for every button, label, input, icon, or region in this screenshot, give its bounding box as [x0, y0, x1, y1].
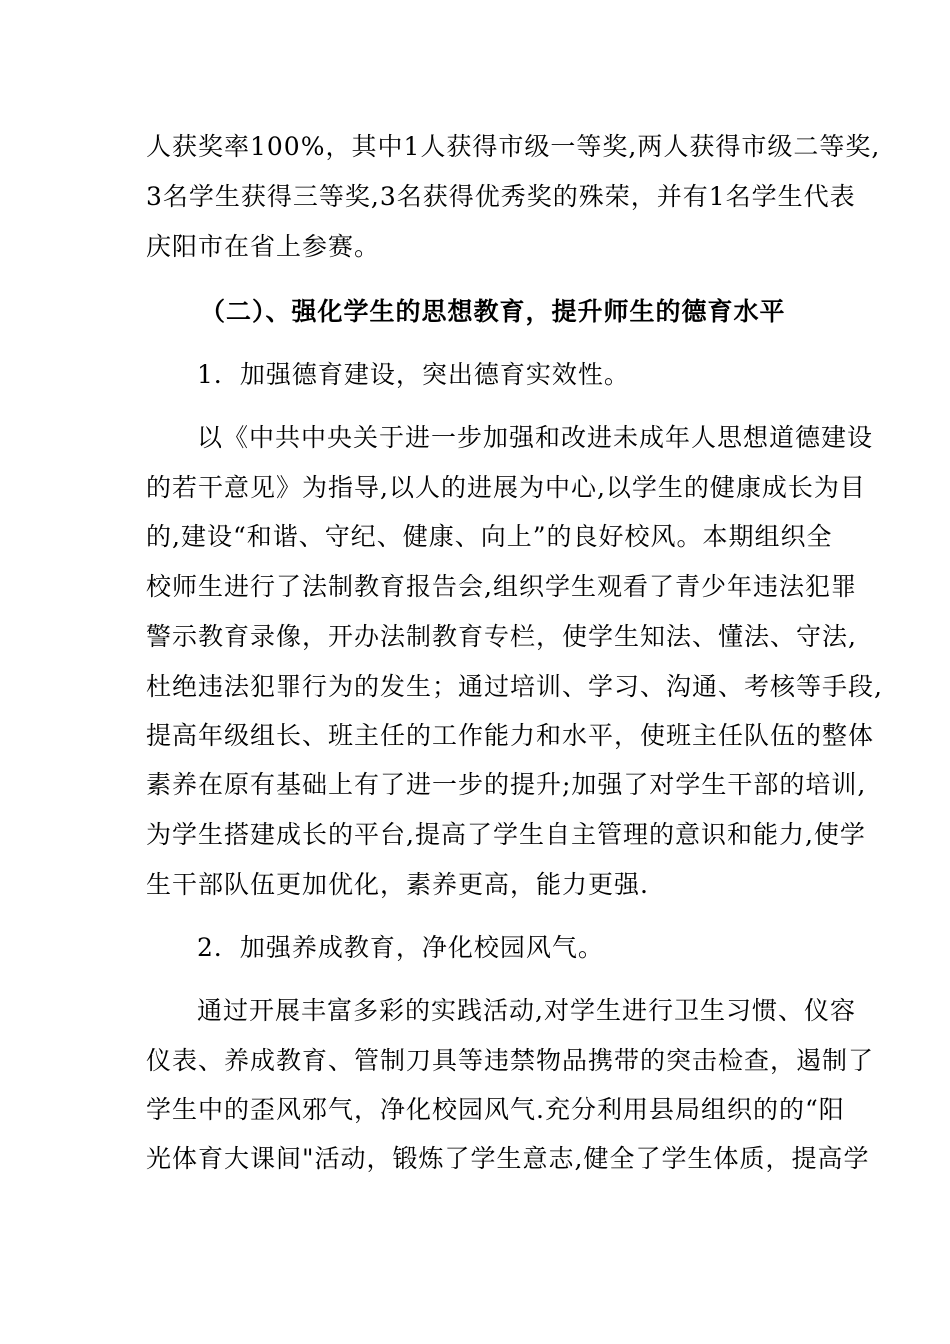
- paragraph-line: 人获奖率100%，其中1人获得市级一等奖,两人获得市级二等奖,: [146, 132, 881, 161]
- subsection-heading: 2．加强养成教育，净化校园风气。: [197, 933, 604, 962]
- paragraph-line: 校师生进行了法制教育报告会,组织学生观看了青少年违法犯罪: [146, 572, 857, 601]
- paragraph-line: 的若干意见》为指导,以人的进展为中心,以学生的健康成长为目: [146, 473, 866, 502]
- paragraph-line: 3名学生获得三等奖,3名获得优秀奖的殊荣，并有1名学生代表: [146, 182, 856, 211]
- paragraph-line: 庆阳市在省上参赛。: [146, 232, 381, 261]
- paragraph-line: 提高年级组长、班主任的工作能力和水平，使班主任队伍的整体: [146, 721, 875, 750]
- paragraph-line: 光体育大课间"活动，锻炼了学生意志,健全了学生体质，提高学: [146, 1144, 870, 1173]
- section-heading: （二）、强化学生的思想教育，提升师生的德育水平: [200, 297, 786, 326]
- paragraph-line: 以《中共中央关于进一步加强和改进未成年人思想道德建设: [197, 423, 874, 452]
- paragraph-line: 生干部队伍更加优化，素养更高，能力更强.: [146, 870, 649, 899]
- subsection-heading: 1．加强德育建设，突出德育实效性。: [197, 360, 630, 389]
- paragraph-line: 的,建设“和谐、守纪、健康、向上”的良好校风。本期组织全: [146, 522, 833, 551]
- paragraph-line: 学生中的歪风邪气，净化校园风气.充分利用县局组织的的“阳: [146, 1095, 845, 1124]
- paragraph-line: 为学生搭建成长的平台,提高了学生自主管理的意识和能力,使学: [146, 820, 866, 849]
- paragraph-line: 杜绝违法犯罪行为的发生；通过培训、学习、沟通、考核等手段,: [146, 672, 883, 701]
- paragraph-line: 警示教育录像，开办法制教育专栏，使学生知法、懂法、守法,: [146, 622, 857, 651]
- paragraph-line: 素养在原有基础上有了进一步的提升;加强了对学生干部的培训,: [146, 770, 867, 799]
- paragraph-line: 通过开展丰富多彩的实践活动,对学生进行卫生习惯、仪容: [197, 996, 856, 1025]
- paragraph-line: 仪表、养成教育、管制刀具等违禁物品携带的突击检查，遏制了: [146, 1046, 875, 1075]
